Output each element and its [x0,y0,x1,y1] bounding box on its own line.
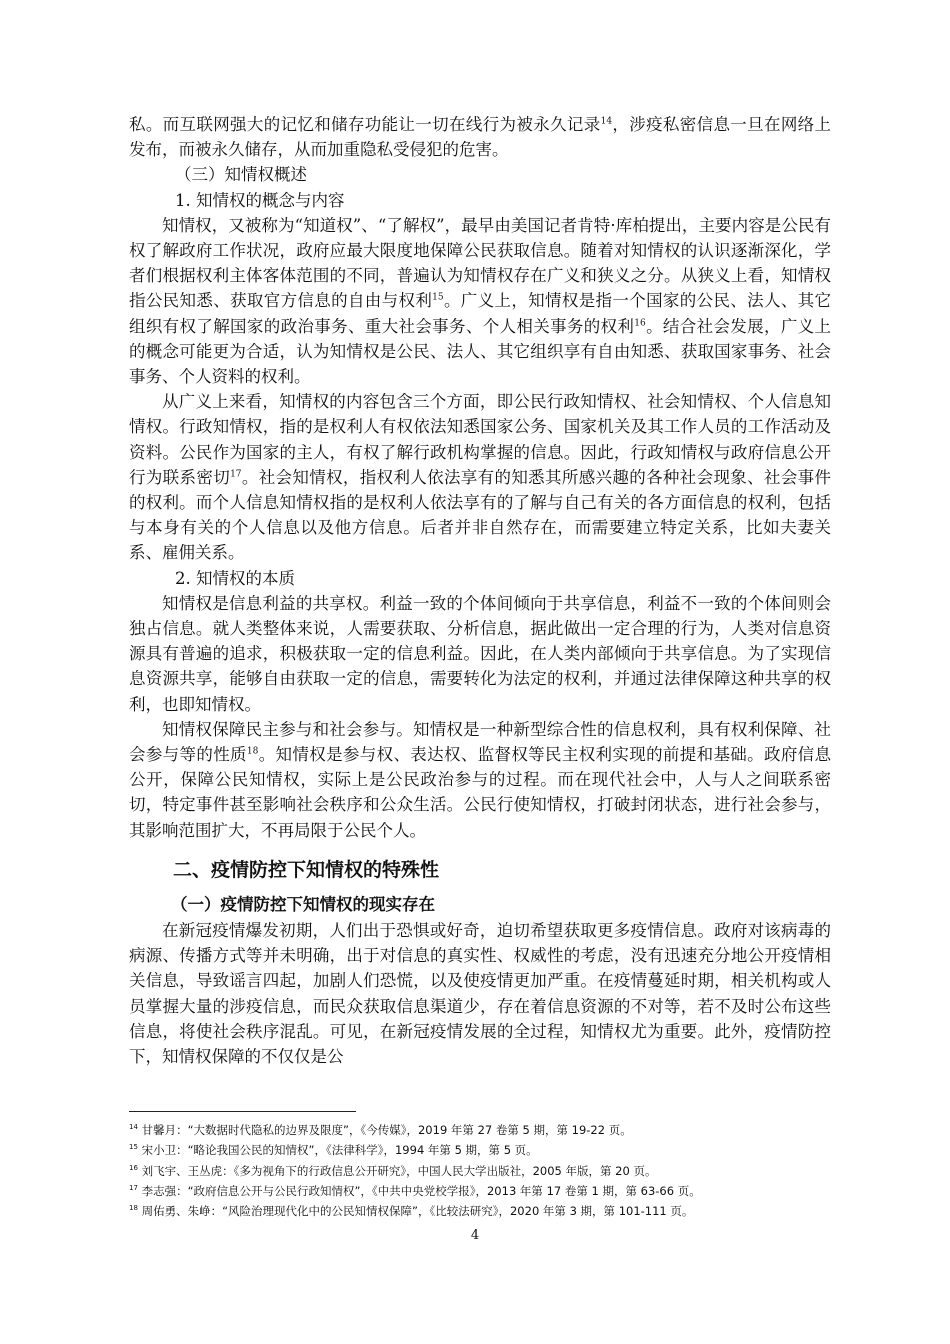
subsection-heading: 2. 知情权的本质 [175,568,295,588]
paragraph: 私。而互联网强大的记忆和储存功能让一切在线行为被永久记录$^{14}$，涉疫私密信息一旦在网络上发布，而被永久储存，从而加重隐私受侵犯的危害。 [129,115,832,160]
paragraph: 知情权保障民主参与和社会参与。知情权是一种新型综合性的信息权利，具有权利保障、社会参与等的性质$^{18}$。知情权是参与权、表达权、监督权等民主权利实现的前提和基础。政府信息公开，保障公民知情权，实际上是公民政治参与的过程。而在现代社会中，人与人之间联系密切，特定事件甚至影响社会秩序和公众生活。公民行使知情权，打破封闭状态，进行社会参与，其影响范围扩大，不再局限于公民个人。 [129,719,832,840]
page-number: 4 [470,1228,480,1243]
footnote: $^{15}$ 宋小卫：“略论我国公民的知情权”，《法律科学》，1994 年第 5 期，第 5 页。 [129,1143,538,1158]
paragraph: 从广义上来看，知情权的内容包含三个方面，即公民行政知情权、社会知情权、个人信息知情权。行政知情权，指的是权利人有权依法知悉国家公务、国家机关及其工作人员的工作活动及资料。公民作为国家的主人，有权了解行政机构掌握的信息。因此，行政知情权与政府信息公开行为联系密切$^{17}$。社会知情权，指权利人依法享有的知悉其所感兴趣的各种社会现象、社会事件的权利。而个人信息知情权指的是权利人依法享有的了解与自己有关的各方面信息的权利，包括与本身有关的个人信息以及他方信息。后者并非自然存在，而需要建立特定关系，比如夫妻关系、雇佣关系。 [129,392,832,563]
chapter-heading: 二、疫情防控下知情权的特殊性 [173,858,440,881]
paragraph: 知情权，又被称为“知道权”、“了解权”，最早由美国记者肯特·库柏提出，主要内容是公民有权了解政府工作状况，政府应最大限度地保障公民获取信息。随着对知情权的认识逐渐深化，学者们根据权利主体客体范围的不同，普遍认为知情权存在广义和狭义之分。从狭义上看，知情权指公民知悉、获取官方信息的自由与权利$^{15}$。广义上，知情权是指一个国家的公民、法人、其它组织有权了解国家的政治事务、重大社会事务、个人相关事务的权利$^{16}$。结合社会发展，广义上的概念可能更为合适，认为知情权是公民、法人、其它组织享有自由知悉、获取国家事务、社会事务、个人资料的权利。 [129,215,832,387]
subsection-heading: 1. 知情权的概念与内容 [175,190,345,210]
footnote: $^{16}$ 刘飞宇、王丛虎：《多为视角下的行政信息公开研究》，中国人民大学出版社，2005 年版，第 20 页。 [129,1163,657,1178]
footnote-ref[interactable]: 14 [600,116,613,127]
body-text [129,112,831,1069]
paragraph: 知情权是信息利益的共享权。利益一致的个体间倾向于共享信息，利益不一致的个体间则会独占信息。就人类整体来说，人需要获取、分析信息，据此做出一定合理的行为，人类对信息资源具有普遍的追求，积极获取一定的信息利益。因此，在人类内部倾向于共享信息。为了实现信息资源共享，能够自由获取一定的信息，需要转化为法定的权利，并通过法律保障这种共享的权利，也即知情权。 [129,593,831,714]
section-heading: （三）知情权概述 [175,165,307,185]
footnote-ref[interactable]: 16 [634,318,646,329]
footnote-ref[interactable]: 15 [432,292,444,303]
footnote: $^{18}$ 周佑勇、朱峥：“风险治理现代化中的公民知情权保障”，《比较法研究》，2020 年第 3 期，第 101-111 页。 [129,1204,694,1219]
footnote-ref[interactable]: 18 [246,746,259,757]
footnote: $^{17}$ 李志强：“政府信息公开与公民行政知情权”，《中共中央党校学报》，2013 年第 17 卷第 1 期，第 63-66 页。 [129,1183,701,1198]
paragraph: 在新冠疫情爆发初期，人们出于恐惧或好奇，迫切希望获取更多疫情信息。政府对该病毒的病源、传播方式等并未明确，出于对信息的真实性、权威性的考虑，没有迅速充分地公开疫情相关信息，导致谣言四起，加剧人们恐慌，以及使疫情更加严重。在疫情蔓延时期，相关机构或人员掌握大量的涉疫信息，而民众获取信息渠道少，存在着信息资源的不对等，若不及时公布这些信息，将使社会秩序混乱。可见，在新冠疫情发展的全过程，知情权尤为重要。此外，疫情防控下，知情权保障的不仅仅是公 [129,920,831,1066]
footnotes [129,1120,849,1221]
footnote: $^{14}$ 甘馨月：“大数据时代隐私的边界及限度”，《今传媒》，2019 年第 27 卷第 5 期，第 19-22 页。 [129,1123,632,1137]
footnote-separator [129,1111,356,1112]
footnote-ref[interactable]: 17 [230,469,242,480]
section-heading: （一）疫情防控下知情权的现实存在 [171,894,435,914]
